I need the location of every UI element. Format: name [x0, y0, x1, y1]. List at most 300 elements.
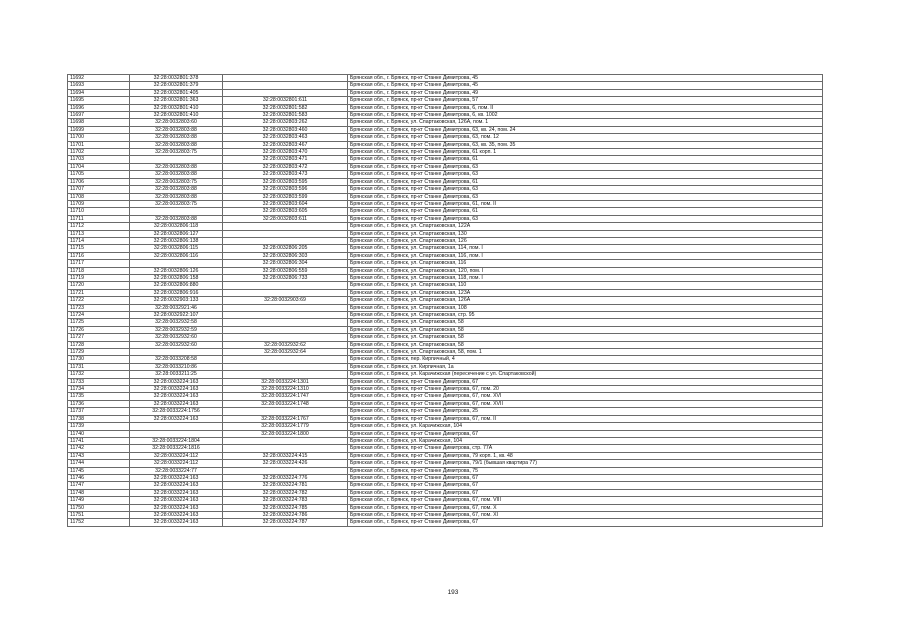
- address-cell: Брянская обл., г. Брянск, ул. Спартаковская, 108: [348, 304, 823, 311]
- address-cell: Брянская обл., г. Брянск, ул. Карачижская, 104: [348, 437, 823, 444]
- row-number-cell: 11732: [68, 371, 130, 378]
- table-row: [68, 208, 823, 215]
- row-number-cell: 11694: [68, 89, 130, 96]
- address-cell: Брянская обл., г. Брянск, ул. Спартаковская, 130: [348, 230, 823, 237]
- row-number-cell: 11725: [68, 319, 130, 326]
- address-cell: Брянская обл., г. Брянск, ул. Карачижская, 104: [348, 423, 823, 430]
- object-cadastral-number-cell: 32:28:0032806:304: [223, 260, 348, 267]
- object-cadastral-number-cell: [223, 445, 348, 452]
- table-row: [68, 423, 823, 430]
- cadastral-number-cell: 32:28:0033224:163: [130, 393, 223, 400]
- object-cadastral-number-cell: [223, 319, 348, 326]
- row-number-cell: 11707: [68, 186, 130, 193]
- cadastral-number-cell: 32:28:0032801:410: [130, 112, 223, 119]
- address-cell: Брянская обл., г. Брянск, ул. Спартаковская, 116, пом. I: [348, 252, 823, 259]
- cadastral-number-cell: [130, 260, 223, 267]
- row-number-cell: 11714: [68, 237, 130, 244]
- table-row: [68, 252, 823, 259]
- table-row: [68, 163, 823, 170]
- object-cadastral-number-cell: 32:28:0033224:1747: [223, 393, 348, 400]
- object-cadastral-number-cell: [223, 75, 348, 82]
- address-cell: Брянская обл., г. Брянск, пр-кт Станке Димитрова, 63: [348, 215, 823, 222]
- object-cadastral-number-cell: [223, 82, 348, 89]
- object-cadastral-number-cell: 32:28:0033224:787: [223, 519, 348, 526]
- address-cell: Брянская обл., г. Брянск, пр-кт Станке Димитрова, 67: [348, 519, 823, 526]
- object-cadastral-number-cell: [223, 230, 348, 237]
- row-number-cell: 11715: [68, 245, 130, 252]
- object-cadastral-number-cell: [223, 282, 348, 289]
- object-cadastral-number-cell: 32:28:0033224:1301: [223, 378, 348, 385]
- table-row: [68, 452, 823, 459]
- table-row: [68, 304, 823, 311]
- object-cadastral-number-cell: 32:28:0033224:426: [223, 460, 348, 467]
- table-row: [68, 119, 823, 126]
- row-number-cell: 11709: [68, 200, 130, 207]
- address-cell: Брянская обл., г. Брянск, пр-кт Станке Димитрова, 67: [348, 482, 823, 489]
- address-cell: Брянская обл., г. Брянск, ул. Карачижская (пересечение с ул. Спартаковской): [348, 371, 823, 378]
- table-row: [68, 223, 823, 230]
- address-cell: Брянская обл., г. Брянск, ул. Спартаковская, 126А: [348, 297, 823, 304]
- registry-table-body: [68, 75, 823, 527]
- object-cadastral-number-cell: [223, 326, 348, 333]
- cadastral-number-cell: 32:28:0032801:378: [130, 75, 223, 82]
- object-cadastral-number-cell: 32:28:0032932:64: [223, 349, 348, 356]
- row-number-cell: 11696: [68, 104, 130, 111]
- row-number-cell: 11729: [68, 349, 130, 356]
- table-row: [68, 156, 823, 163]
- table-row: [68, 282, 823, 289]
- cadastral-number-cell: 32:28:0032932:58: [130, 319, 223, 326]
- address-cell: Брянская обл., г. Брянск, пр-кт Станке Димитрова, 61: [348, 156, 823, 163]
- object-cadastral-number-cell: 32:28:0032803:604: [223, 200, 348, 207]
- cadastral-number-cell: 32:28:0033210:86: [130, 363, 223, 370]
- address-cell: Брянская обл., г. Брянск, пр-кт Станке Димитрова, 67, пом. 20: [348, 386, 823, 393]
- row-number-cell: 11736: [68, 400, 130, 407]
- address-cell: Брянская обл., г. Брянск, ул. Спартаковская, 122А: [348, 223, 823, 230]
- cadastral-number-cell: [130, 208, 223, 215]
- row-number-cell: 11735: [68, 393, 130, 400]
- object-cadastral-number-cell: [223, 467, 348, 474]
- object-cadastral-number-cell: 32:28:0032803:611: [223, 215, 348, 222]
- cadastral-number-cell: 32:28:0033224:163: [130, 519, 223, 526]
- cadastral-number-cell: 32:28:0032801:363: [130, 97, 223, 104]
- table-row: [68, 504, 823, 511]
- table-row: [68, 149, 823, 156]
- cadastral-number-cell: 32:28:0032806:880: [130, 282, 223, 289]
- object-cadastral-number-cell: 32:28:0032806:559: [223, 267, 348, 274]
- object-cadastral-number-cell: [223, 312, 348, 319]
- object-cadastral-number-cell: 32:28:0032803:472: [223, 163, 348, 170]
- cadastral-number-cell: 32:28:0032801:410: [130, 104, 223, 111]
- row-number-cell: 11752: [68, 519, 130, 526]
- row-number-cell: 11695: [68, 97, 130, 104]
- table-row: [68, 104, 823, 111]
- cadastral-number-cell: 32:28:0032803:88: [130, 126, 223, 133]
- row-number-cell: 11731: [68, 363, 130, 370]
- object-cadastral-number-cell: [223, 223, 348, 230]
- address-cell: Брянская обл., г. Брянск, ул. Спартаковская, 126А, пом. 1: [348, 119, 823, 126]
- address-cell: Брянская обл., г. Брянск, пр-кт Станке Димитрова, 67, пом. XVII: [348, 400, 823, 407]
- object-cadastral-number-cell: [223, 237, 348, 244]
- row-number-cell: 11713: [68, 230, 130, 237]
- table-row: [68, 89, 823, 96]
- table-row: [68, 349, 823, 356]
- address-cell: Брянская обл., г. Брянск, пр-кт Станке Димитрова, 63: [348, 186, 823, 193]
- table-row: [68, 141, 823, 148]
- row-number-cell: 11700: [68, 134, 130, 141]
- table-row: [68, 267, 823, 274]
- cadastral-number-cell: 32:28:0032801:405: [130, 89, 223, 96]
- row-number-cell: 11740: [68, 430, 130, 437]
- cadastral-number-cell: 32:28:0033224:163: [130, 504, 223, 511]
- address-cell: Брянская обл., г. Брянск, пр-кт Станке Димитрова, 67: [348, 474, 823, 481]
- row-number-cell: 11739: [68, 423, 130, 430]
- object-cadastral-number-cell: 32:28:0032803:605: [223, 208, 348, 215]
- table-row: [68, 430, 823, 437]
- row-number-cell: 11742: [68, 445, 130, 452]
- row-number-cell: 11693: [68, 82, 130, 89]
- row-number-cell: 11738: [68, 415, 130, 422]
- object-cadastral-number-cell: [223, 289, 348, 296]
- address-cell: Брянская обл., г. Брянск, ул. Спартаковская, 126: [348, 237, 823, 244]
- cadastral-number-cell: 32:28:0033224:163: [130, 511, 223, 518]
- row-number-cell: 11744: [68, 460, 130, 467]
- object-cadastral-number-cell: 32:28:0032803:595: [223, 178, 348, 185]
- object-cadastral-number-cell: 32:28:0032806:303: [223, 252, 348, 259]
- cadastral-number-cell: 32:28:0033224:77: [130, 467, 223, 474]
- cadastral-number-cell: 32:28:0032806:138: [130, 237, 223, 244]
- table-row: [68, 312, 823, 319]
- cadastral-number-cell: 32:28:0032932:60: [130, 334, 223, 341]
- address-cell: Брянская обл., г. Брянск, ул. Кирпичная, 1а: [348, 363, 823, 370]
- object-cadastral-number-cell: 32:28:0032803:596: [223, 186, 348, 193]
- table-row: [68, 200, 823, 207]
- cadastral-number-cell: 32:28:0033224:163: [130, 489, 223, 496]
- object-cadastral-number-cell: 32:28:0033224:786: [223, 511, 348, 518]
- object-cadastral-number-cell: 32:28:0033224:1800: [223, 430, 348, 437]
- table-row: [68, 334, 823, 341]
- address-cell: Брянская обл., г. Брянск, пр-кт Станке Димитрова, 6, кв. 1002: [348, 112, 823, 119]
- row-number-cell: 11708: [68, 193, 130, 200]
- row-number-cell: 11737: [68, 408, 130, 415]
- object-cadastral-number-cell: [223, 356, 348, 363]
- object-cadastral-number-cell: [223, 371, 348, 378]
- address-cell: Брянская обл., г. Брянск, пр-кт Станке Димитрова, 61, пом. II: [348, 200, 823, 207]
- table-row: [68, 386, 823, 393]
- table-row: [68, 363, 823, 370]
- table-row: [68, 134, 823, 141]
- address-cell: Брянская обл., г. Брянск, пр-кт Станке Димитрова, 79 корп. 1, кв. 48: [348, 452, 823, 459]
- table-row: [68, 437, 823, 444]
- object-cadastral-number-cell: [223, 304, 348, 311]
- row-number-cell: 11704: [68, 163, 130, 170]
- row-number-cell: 11728: [68, 341, 130, 348]
- cadastral-number-cell: 32:28:0032903:133: [130, 297, 223, 304]
- row-number-cell: 11745: [68, 467, 130, 474]
- address-cell: Брянская обл., г. Брянск, пр-кт Станке Димитрова, 63, кв. 35, пом. 35: [348, 141, 823, 148]
- object-cadastral-number-cell: [223, 437, 348, 444]
- cadastral-number-cell: [130, 156, 223, 163]
- cadastral-number-cell: 32:28:0033224:1756: [130, 408, 223, 415]
- row-number-cell: 11751: [68, 511, 130, 518]
- object-cadastral-number-cell: 32:28:0032803:471: [223, 156, 348, 163]
- address-cell: Брянская обл., г. Брянск, ул. Спартаковская, 58: [348, 341, 823, 348]
- table-row: [68, 408, 823, 415]
- table-row: [68, 393, 823, 400]
- object-cadastral-number-cell: 32:28:0032803:460: [223, 126, 348, 133]
- address-cell: Брянская обл., г. Брянск, пр-кт Станке Димитрова, 25: [348, 408, 823, 415]
- cadastral-number-cell: 32:28:0033224:1816: [130, 445, 223, 452]
- object-cadastral-number-cell: 32:28:0032801:583: [223, 112, 348, 119]
- address-cell: Брянская обл., г. Брянск, пр-кт Станке Димитрова, 67: [348, 430, 823, 437]
- table-row: [68, 230, 823, 237]
- table-row: [68, 260, 823, 267]
- object-cadastral-number-cell: 32:28:0033224:1779: [223, 423, 348, 430]
- row-number-cell: 11748: [68, 489, 130, 496]
- address-cell: Брянская обл., г. Брянск, ул. Спартаковская, 110: [348, 282, 823, 289]
- cadastral-number-cell: 32:28:0033224:1804: [130, 437, 223, 444]
- row-number-cell: 11703: [68, 156, 130, 163]
- cadastral-number-cell: 32:28:0032803:88: [130, 163, 223, 170]
- table-row: [68, 371, 823, 378]
- row-number-cell: 11720: [68, 282, 130, 289]
- object-cadastral-number-cell: 32:28:0033224:1767: [223, 415, 348, 422]
- address-cell: Брянская обл., г. Брянск, пр-кт Станке Димитрова, 75: [348, 467, 823, 474]
- address-cell: Брянская обл., г. Брянск, пр-кт Станке Димитрова, 79/1 (бывшая квартира 77): [348, 460, 823, 467]
- object-cadastral-number-cell: 32:28:0033224:415: [223, 452, 348, 459]
- cadastral-number-cell: 32:28:0033224:112: [130, 452, 223, 459]
- cadastral-number-cell: 32:28:0032801:379: [130, 82, 223, 89]
- row-number-cell: 11706: [68, 178, 130, 185]
- row-number-cell: 11723: [68, 304, 130, 311]
- row-number-cell: 11733: [68, 378, 130, 385]
- object-cadastral-number-cell: 32:28:0033224:781: [223, 482, 348, 489]
- object-cadastral-number-cell: 32:28:0032803:470: [223, 149, 348, 156]
- address-cell: Брянская обл., г. Брянск, пр-кт Станке Димитрова, 67, пом. XI: [348, 511, 823, 518]
- row-number-cell: 11711: [68, 215, 130, 222]
- table-row: [68, 186, 823, 193]
- table-row: [68, 378, 823, 385]
- cadastral-number-cell: 32:28:0032932:60: [130, 341, 223, 348]
- object-cadastral-number-cell: 32:28:0032803:262: [223, 119, 348, 126]
- cadastral-number-cell: [130, 423, 223, 430]
- table-row: [68, 289, 823, 296]
- table-row: [68, 215, 823, 222]
- table-row: [68, 467, 823, 474]
- object-cadastral-number-cell: 32:28:0033224:1310: [223, 386, 348, 393]
- cadastral-number-cell: 32:28:0033211:25: [130, 371, 223, 378]
- table-row: [68, 460, 823, 467]
- object-cadastral-number-cell: 32:28:0032803:463: [223, 134, 348, 141]
- object-cadastral-number-cell: 32:28:0033224:1748: [223, 400, 348, 407]
- address-cell: Брянская обл., г. Брянск, пр-кт Станке Димитрова, 63: [348, 171, 823, 178]
- object-cadastral-number-cell: 32:28:0032803:467: [223, 141, 348, 148]
- row-number-cell: 11750: [68, 504, 130, 511]
- address-cell: Брянская обл., г. Брянск, пр-кт Станке Димитрова, 61: [348, 178, 823, 185]
- cadastral-number-cell: 32:28:0032806:126: [130, 267, 223, 274]
- table-row: [68, 178, 823, 185]
- row-number-cell: 11702: [68, 149, 130, 156]
- object-cadastral-number-cell: 32:28:0032806:205: [223, 245, 348, 252]
- table-row: [68, 511, 823, 518]
- row-number-cell: 11716: [68, 252, 130, 259]
- object-cadastral-number-cell: 32:28:0032803:599: [223, 193, 348, 200]
- address-cell: Брянская обл., г. Брянск, пер. Кирпичный, 4: [348, 356, 823, 363]
- table-row: [68, 415, 823, 422]
- address-cell: Брянская обл., г. Брянск, ул. Спартаковская, 118, пом. I: [348, 274, 823, 281]
- address-cell: Брянская обл., г. Брянск, ул. Спартаковская, 58: [348, 334, 823, 341]
- table-row: [68, 489, 823, 496]
- cadastral-number-cell: 32:28:0032922:107: [130, 312, 223, 319]
- row-number-cell: 11697: [68, 112, 130, 119]
- address-cell: Брянская обл., г. Брянск, пр-кт Станке Димитрова, 67: [348, 489, 823, 496]
- address-cell: Брянская обл., г. Брянск, ул. Спартаковская, 58, пом. 1: [348, 349, 823, 356]
- address-cell: Брянская обл., г. Брянск, пр-кт Станке Димитрова, 45: [348, 75, 823, 82]
- cadastral-number-cell: 32:28:0032803:75: [130, 178, 223, 185]
- address-cell: Брянская обл., г. Брянск, пр-кт Станке Димитрова, 67, пом. XVI: [348, 393, 823, 400]
- cadastral-number-cell: 32:28:0032806:118: [130, 223, 223, 230]
- table-row: [68, 497, 823, 504]
- table-row: [68, 112, 823, 119]
- table-row: [68, 245, 823, 252]
- cadastral-number-cell: 32:28:0033224:163: [130, 400, 223, 407]
- table-row: [68, 126, 823, 133]
- row-number-cell: 11719: [68, 274, 130, 281]
- table-row: [68, 474, 823, 481]
- cadastral-number-cell: 32:28:0033224:163: [130, 497, 223, 504]
- object-cadastral-number-cell: 32:28:0032803:473: [223, 171, 348, 178]
- cadastral-number-cell: 32:28:0032932:59: [130, 326, 223, 333]
- row-number-cell: 11746: [68, 474, 130, 481]
- row-number-cell: 11741: [68, 437, 130, 444]
- object-cadastral-number-cell: 32:28:0033224:782: [223, 489, 348, 496]
- cadastral-number-cell: 32:28:0032806:916: [130, 289, 223, 296]
- object-cadastral-number-cell: [223, 363, 348, 370]
- table-row: [68, 82, 823, 89]
- address-cell: Брянская обл., г. Брянск, пр-кт Станке Димитрова, 67, пом. II: [348, 415, 823, 422]
- table-row: [68, 400, 823, 407]
- object-cadastral-number-cell: 32:28:0032806:733: [223, 274, 348, 281]
- cadastral-number-cell: 32:28:0033224:163: [130, 482, 223, 489]
- cadastral-number-cell: 32:28:0032806:127: [130, 230, 223, 237]
- table-row: [68, 237, 823, 244]
- cadastral-number-cell: 32:28:0032806:116: [130, 252, 223, 259]
- object-cadastral-number-cell: [223, 89, 348, 96]
- table-row: [68, 341, 823, 348]
- cadastral-number-cell: 32:28:0032806:115: [130, 245, 223, 252]
- cadastral-number-cell: 32:28:0033224:112: [130, 460, 223, 467]
- row-number-cell: 11712: [68, 223, 130, 230]
- cadastral-number-cell: 32:28:0032803:88: [130, 134, 223, 141]
- table-row: [68, 356, 823, 363]
- address-cell: Брянская обл., г. Брянск, пр-кт Станке Димитрова, 63, кв. 24, пом. 24: [348, 126, 823, 133]
- row-number-cell: 11710: [68, 208, 130, 215]
- object-cadastral-number-cell: 32:28:0032801:582: [223, 104, 348, 111]
- row-number-cell: 11727: [68, 334, 130, 341]
- cadastral-number-cell: 32:28:0033224:163: [130, 415, 223, 422]
- cadastral-number-cell: 32:28:0032803:60: [130, 119, 223, 126]
- address-cell: Брянская обл., г. Брянск, пр-кт Станке Димитрова, 63: [348, 163, 823, 170]
- address-cell: Брянская обл., г. Брянск, пр-кт Станке Димитрова, 63, пом. 12: [348, 134, 823, 141]
- address-cell: Брянская обл., г. Брянск, пр-кт Станке Димитрова, 67, пом. VIII: [348, 497, 823, 504]
- cadastral-number-cell: 32:28:0032803:75: [130, 200, 223, 207]
- address-cell: Брянская обл., г. Брянск, пр-кт Станке Димитрова, 61: [348, 208, 823, 215]
- address-cell: Брянская обл., г. Брянск, пр-кт Станке Димитрова, 6, пом. II: [348, 104, 823, 111]
- table-row: [68, 519, 823, 526]
- address-cell: Брянская обл., г. Брянск, пр-кт Станке Димитрова, 57: [348, 97, 823, 104]
- address-cell: Брянская обл., г. Брянск, пр-кт Станке Димитрова, стр. 77А: [348, 445, 823, 452]
- row-number-cell: 11698: [68, 119, 130, 126]
- address-cell: Брянская обл., г. Брянск, пр-кт Станке Димитрова, 61 корп. 1: [348, 149, 823, 156]
- row-number-cell: 11749: [68, 497, 130, 504]
- row-number-cell: 11734: [68, 386, 130, 393]
- table-row: [68, 75, 823, 82]
- table-row: [68, 171, 823, 178]
- address-cell: Брянская обл., г. Брянск, пр-кт Станке Димитрова, 45: [348, 82, 823, 89]
- address-cell: Брянская обл., г. Брянск, пр-кт Станке Димитрова, 49: [348, 89, 823, 96]
- row-number-cell: 11701: [68, 141, 130, 148]
- table-row: [68, 319, 823, 326]
- cadastral-number-cell: 32:28:0032806:158: [130, 274, 223, 281]
- row-number-cell: 11717: [68, 260, 130, 267]
- table-row: [68, 193, 823, 200]
- page-number: 193: [447, 589, 459, 596]
- object-cadastral-number-cell: 32:28:0032903:69: [223, 297, 348, 304]
- cadastral-number-cell: 32:28:0033224:163: [130, 378, 223, 385]
- row-number-cell: 11718: [68, 267, 130, 274]
- object-cadastral-number-cell: 32:28:0033224:785: [223, 504, 348, 511]
- document-sheet: [67, 74, 822, 527]
- cadastral-number-cell: 32:28:0032803:88: [130, 193, 223, 200]
- row-number-cell: 11721: [68, 289, 130, 296]
- address-cell: Брянская обл., г. Брянск, пр-кт Станке Димитрова, 63: [348, 193, 823, 200]
- address-cell: Брянская обл., г. Брянск, пр-кт Станке Димитрова, 67: [348, 378, 823, 385]
- table-row: [68, 326, 823, 333]
- address-cell: Брянская обл., г. Брянск, ул. Спартаковская, 116: [348, 260, 823, 267]
- object-cadastral-number-cell: 32:28:0032801:611: [223, 97, 348, 104]
- row-number-cell: 11747: [68, 482, 130, 489]
- cadastral-number-cell: [130, 430, 223, 437]
- address-cell: Брянская обл., г. Брянск, пр-кт Станке Димитрова, 67, пом. X: [348, 504, 823, 511]
- address-cell: Брянская обл., г. Брянск, ул. Спартаковская, 120, пом. I: [348, 267, 823, 274]
- cadastral-number-cell: 32:28:0033224:163: [130, 386, 223, 393]
- object-cadastral-number-cell: 32:28:0033224:783: [223, 497, 348, 504]
- row-number-cell: 11692: [68, 75, 130, 82]
- cadastral-number-cell: 32:28:0032803:88: [130, 141, 223, 148]
- address-cell: Брянская обл., г. Брянск, ул. Спартаковская, 58: [348, 326, 823, 333]
- object-cadastral-number-cell: [223, 408, 348, 415]
- address-cell: Брянская обл., г. Брянск, ул. Спартаковская, 114, пом. I: [348, 245, 823, 252]
- row-number-cell: 11743: [68, 452, 130, 459]
- address-cell: Брянская обл., г. Брянск, ул. Спартаковская, 58: [348, 319, 823, 326]
- row-number-cell: 11705: [68, 171, 130, 178]
- row-number-cell: 11726: [68, 326, 130, 333]
- cadastral-number-cell: 32:28:0033208:58: [130, 356, 223, 363]
- cadastral-number-cell: 32:28:0032921:46: [130, 304, 223, 311]
- cadastral-number-cell: 32:28:0033224:163: [130, 474, 223, 481]
- row-number-cell: 11722: [68, 297, 130, 304]
- row-number-cell: 11730: [68, 356, 130, 363]
- table-row: [68, 482, 823, 489]
- table-row: [68, 297, 823, 304]
- row-number-cell: 11699: [68, 126, 130, 133]
- table-row: [68, 274, 823, 281]
- cadastral-number-cell: 32:28:0032803:88: [130, 186, 223, 193]
- row-number-cell: 11724: [68, 312, 130, 319]
- table-row: [68, 445, 823, 452]
- cadastral-number-cell: [130, 349, 223, 356]
- registry-table: [67, 74, 823, 527]
